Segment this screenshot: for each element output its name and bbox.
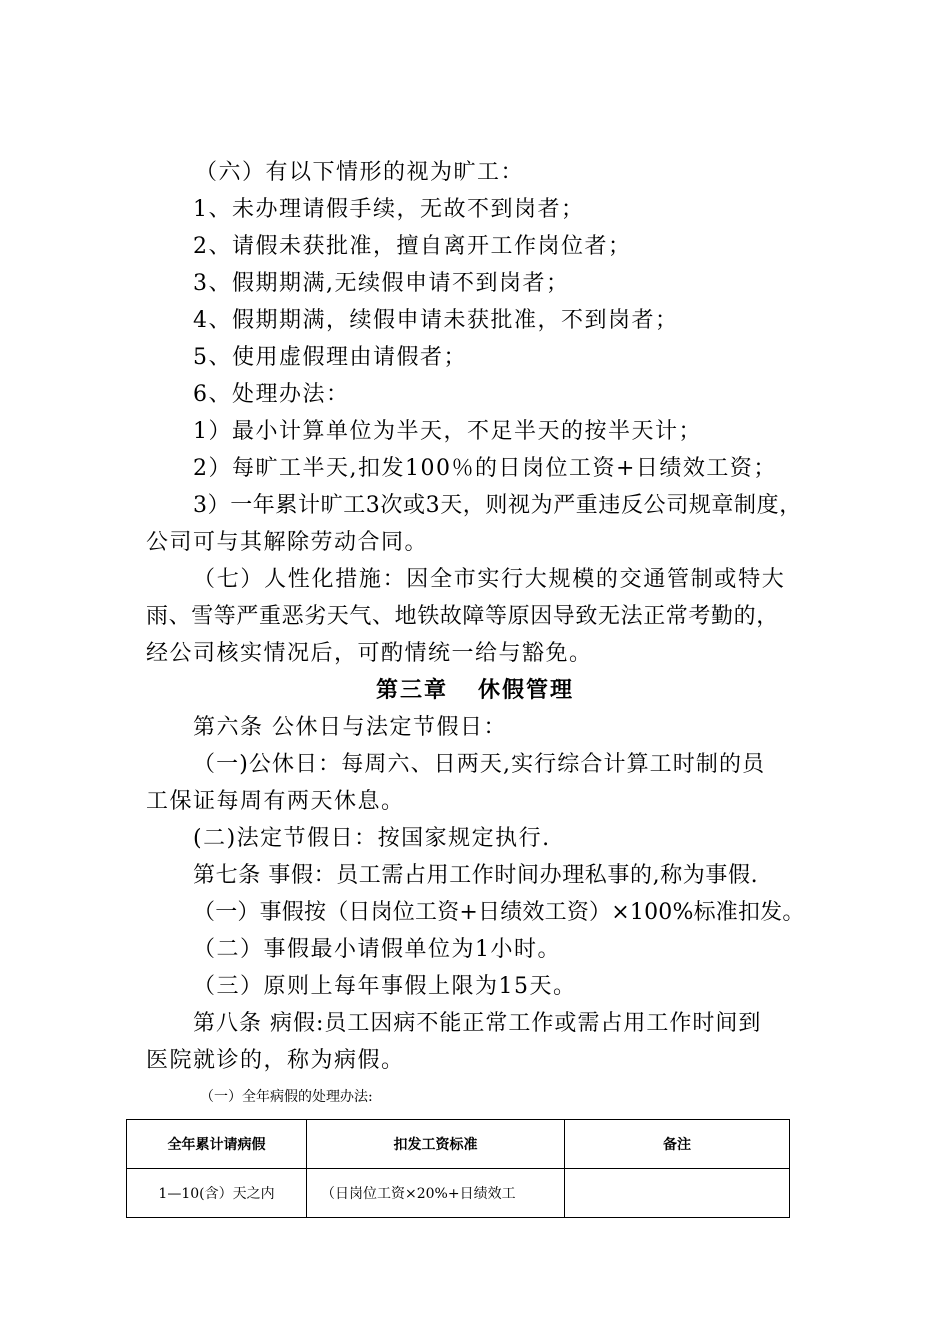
chapter-title: 休假管理 <box>478 678 575 703</box>
article-line: 第七条 事假：员工需占用工作时间办理私事的,称为事假. <box>193 863 759 888</box>
para-line: 3、假期期满,无续假申请不到岗者； <box>193 271 570 296</box>
table-row <box>127 1169 790 1218</box>
table-caption: （一）全年病假的处理办法: <box>200 1089 373 1105</box>
para-line: （七）人性化措施：因全市实行大规模的交通管制或特大 <box>193 567 786 592</box>
article-line: 第八条 病假:员工因病不能正常工作或需占用工作时间到 <box>193 1011 762 1036</box>
article-line: 医院就诊的，称为病假。 <box>146 1048 405 1073</box>
article-line: （三）原则上每年事假上限为15天。 <box>193 974 577 999</box>
para-line: 1）最小计算单位为半天，不足半天的按半天计； <box>193 419 702 444</box>
para-line: 6、处理办法： <box>193 382 350 407</box>
para-line: 2）每旷工半天,扣发100％的日岗位工资+日绩效工资； <box>193 456 777 481</box>
para-line: 5、使用虚假理由请假者； <box>193 345 467 370</box>
chapter-number: 第三章 <box>375 678 448 703</box>
para-line: 2、请假未获批准，擅自离开工作岗位者； <box>193 234 632 259</box>
sick-leave-table <box>126 1119 790 1218</box>
header-cell-deduction: 扣发工资标准 <box>307 1120 565 1169</box>
article-line: （二）事假最小请假单位为1小时。 <box>193 937 561 962</box>
article-line: (二)法定节假日：按国家规定执行. <box>193 826 551 851</box>
article-line: 工保证每周有两天休息。 <box>146 789 405 814</box>
article-line: （一)公休日：每周六、日两天,实行综合计算工时制的员 <box>193 752 766 777</box>
table-header-row <box>127 1120 790 1169</box>
para-line: 雨、雪等严重恶劣天气、地铁故障等原因导致无法正常考勤的， <box>146 604 779 629</box>
article-line: （一）事假按（日岗位工资+日绩效工资）×100%标准扣发。 <box>193 900 805 925</box>
para-line: 1、未办理请假手续，无故不到岗者； <box>193 197 585 222</box>
table-cell <box>565 1169 790 1218</box>
para-line: 经公司核实情况后，可酌情统一给与豁免。 <box>146 641 593 666</box>
para-line: 4、假期期满，续假申请未获批准，不到岗者； <box>193 308 679 333</box>
para-line: （六）有以下情形的视为旷工： <box>195 160 525 185</box>
header-cell-remarks: 备注 <box>565 1120 790 1169</box>
article-line: 第六条 公休日与法定节假日： <box>193 715 507 740</box>
table-cell: （日岗位工资×20%+日绩效工 <box>307 1169 565 1218</box>
header-cell-days: 全年累计请病假 <box>127 1120 307 1169</box>
chapter-heading <box>0 676 950 706</box>
table-cell: 1—10(含）天之内 <box>127 1169 307 1218</box>
para-line: 公司可与其解除劳动合同。 <box>146 530 429 555</box>
para-line: 3）一年累计旷工3次或3天，则视为严重违反公司规章制度， <box>193 493 802 518</box>
